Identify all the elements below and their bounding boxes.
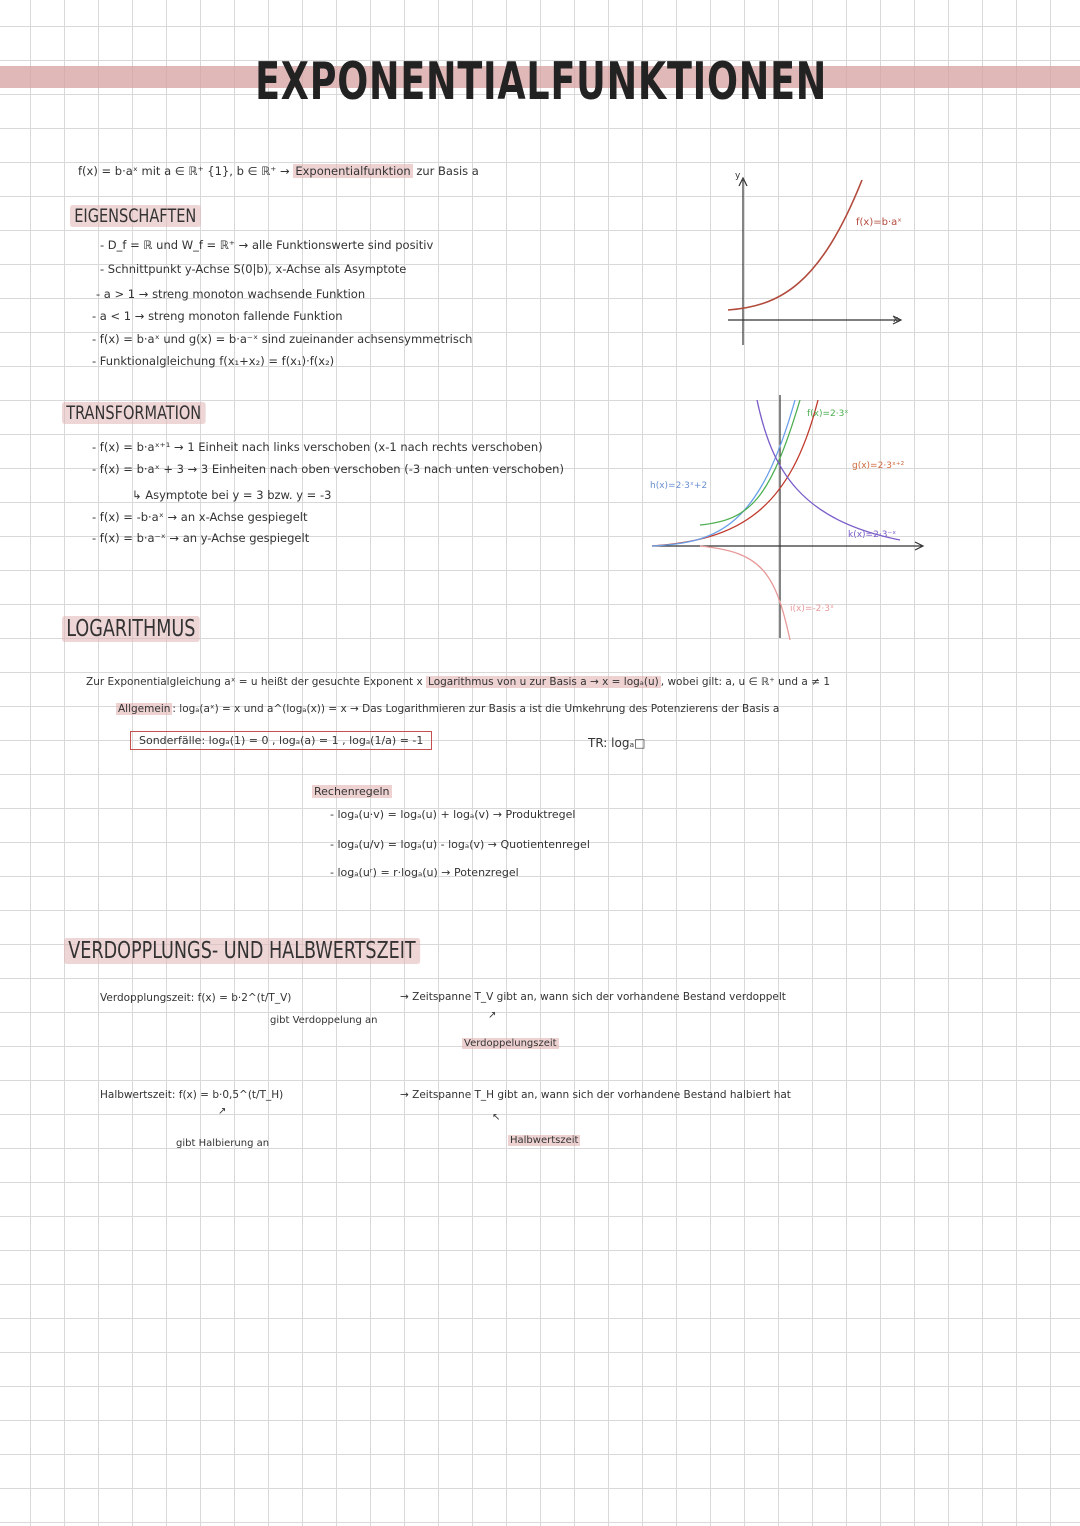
- page-title: EXPONENTIALFUNKTIONEN: [255, 52, 828, 112]
- rechenregel-item: - logₐ(u·v) = logₐ(u) + logₐ(v) → Produktregel: [330, 808, 576, 821]
- transformation-heading: TRANSFORMATION: [62, 402, 205, 424]
- eigenschaften-item: - Schnittpunkt y-Achse S(0|b), x-Achse als Asymptote: [100, 262, 407, 276]
- transformation-item: - f(x) = b·aˣ + 3 → 3 Einheiten nach oben verschoben (-3 nach unten verschoben): [92, 462, 564, 476]
- logarithmus-definition: [86, 676, 830, 688]
- taschenrechner-note: TR: logₐ□: [588, 736, 646, 750]
- intro-formula: f(x) = b·aˣ mit a ∈ ℝ⁺ {1}, b ∈ ℝ⁺: [78, 164, 277, 178]
- halbwertszeit-note: gibt Halbierung an: [176, 1138, 270, 1149]
- transformation-item: ↳ Asymptote bei y = 3 bzw. y = -3: [132, 488, 332, 502]
- rechenregeln-label: Rechenregeln: [314, 785, 390, 798]
- rechenregeln-heading: [312, 785, 392, 798]
- transformation-item: - f(x) = -b·aˣ → an x-Achse gespiegelt: [92, 510, 308, 524]
- graph2-curve-k: [757, 400, 900, 540]
- halbwertszeit-term-label: Halbwertszeit: [510, 1135, 579, 1146]
- graph2-label-g: g(x)=2·3ˣ⁺²: [852, 461, 905, 471]
- graph2-curve-i: [700, 546, 790, 640]
- eigenschaften-item: - a > 1 → streng monoton wachsende Funktion: [96, 287, 366, 301]
- verdopplungszeit-note: gibt Verdoppelung an: [270, 1015, 378, 1026]
- verdopplungszeit-description: → Zeitspanne T_V gibt an, wann sich der vorhandene Bestand verdoppelt: [400, 991, 786, 1003]
- rechenregel-item: - logₐ(u/v) = logₐ(u) - logₐ(v) → Quotientenregel: [330, 838, 590, 851]
- eigenschaften-heading: EIGENSCHAFTEN: [70, 205, 201, 227]
- graph1-y-label: y: [735, 171, 741, 181]
- transformation-item: - f(x) = b·a⁻ˣ → an y-Achse gespiegelt: [92, 531, 310, 545]
- graph1-curve: [728, 180, 862, 310]
- graph1-y-arrow: [739, 178, 747, 186]
- graph1-x-label: x: [893, 315, 899, 325]
- logarithmus-general-text: : logₐ(aˣ) = x und a^(logₐ(x)) = x → Das Logarithmieren zur Basis a ist die Umkehrung des Potenzierens der Basis a: [172, 703, 780, 715]
- graph1-curve-label: f(x)=b·aˣ: [856, 217, 902, 228]
- verdopplung-heading: VERDOPPLUNGS- UND HALBWERTSZEIT: [64, 938, 420, 964]
- eigenschaften-item: - a < 1 → streng monoton fallende Funktion: [92, 309, 343, 323]
- graph2-label-i: i(x)=-2·3ˣ: [790, 604, 834, 614]
- intro-line: [78, 164, 479, 178]
- halbwertszeit-term: [508, 1135, 580, 1146]
- logarithmus-general-label: Allgemein: [118, 703, 171, 715]
- halbwertszeit-arrow: ↗: [218, 1106, 227, 1117]
- intro-tail: zur Basis a: [416, 164, 479, 178]
- graph1-x-arrow: [893, 316, 901, 324]
- logarithmus-general: [116, 703, 779, 715]
- graph2-label-k: k(x)=2·3⁻ˣ: [848, 530, 897, 540]
- transformation-item: - f(x) = b·aˣ⁺¹ → 1 Einheit nach links verschoben (x-1 nach rechts verschoben): [92, 440, 543, 454]
- halbwertszeit-description: → Zeitspanne T_H gibt an, wann sich der vorhandene Bestand halbiert hat: [400, 1089, 791, 1101]
- intro-arrow: →: [280, 164, 290, 178]
- rechenregel-item: - logₐ(uʳ) = r·logₐ(u) → Potenzregel: [330, 866, 519, 879]
- halbwertszeit-formula: Halbwertszeit: f(x) = b·0,5^(t/T_H): [100, 1089, 284, 1101]
- halbwertszeit-term-arrow: ↖: [492, 1112, 501, 1123]
- eigenschaften-item: - D_f = ℝ und W_f = ℝ⁺ → alle Funktionswerte sind positiv: [100, 238, 434, 252]
- logarithmus-heading: LOGARITHMUS: [62, 616, 200, 642]
- graph2-x-arrow: [915, 542, 923, 550]
- logarithmus-line1-highlight: Logarithmus von u zur Basis a → x = logₐ(u): [428, 676, 659, 688]
- verdopplungszeit-term-label: Verdoppelungszeit: [464, 1038, 557, 1049]
- graph2-label-h: h(x)=2·3ˣ+2: [650, 481, 708, 491]
- verdopplungszeit-term: [462, 1038, 559, 1049]
- graph2-curve-f: [652, 400, 818, 546]
- verdopplungszeit-formula: Verdopplungszeit: f(x) = b·2^(t/T_V): [100, 992, 292, 1004]
- logarithmus-line1-b: , wobei gilt: a, u ∈ ℝ⁺ und a ≠ 1: [660, 676, 831, 688]
- eigenschaften-item: - f(x) = b·aˣ und g(x) = b·a⁻ˣ sind zueinander achsensymmetrisch: [92, 332, 473, 346]
- graph2-label-f: f(x)=2·3ˣ: [807, 409, 849, 419]
- logarithmus-line1-a: Zur Exponentialgleichung aˣ = u heißt der gesuchte Exponent x: [86, 676, 423, 688]
- graph2-curve-h: [700, 400, 800, 525]
- graph2-curve-g: [652, 400, 795, 546]
- verdopplungszeit-arrow: ↗: [488, 1010, 497, 1021]
- intro-term: Exponentialfunktion: [295, 164, 411, 178]
- eigenschaften-item: - Funktionalgleichung f(x₁+x₂) = f(x₁)·f(x₂): [92, 354, 335, 368]
- sonderfaelle-box: Sonderfälle: logₐ(1) = 0 , logₐ(a) = 1 , logₐ(1/a) = -1: [130, 731, 432, 750]
